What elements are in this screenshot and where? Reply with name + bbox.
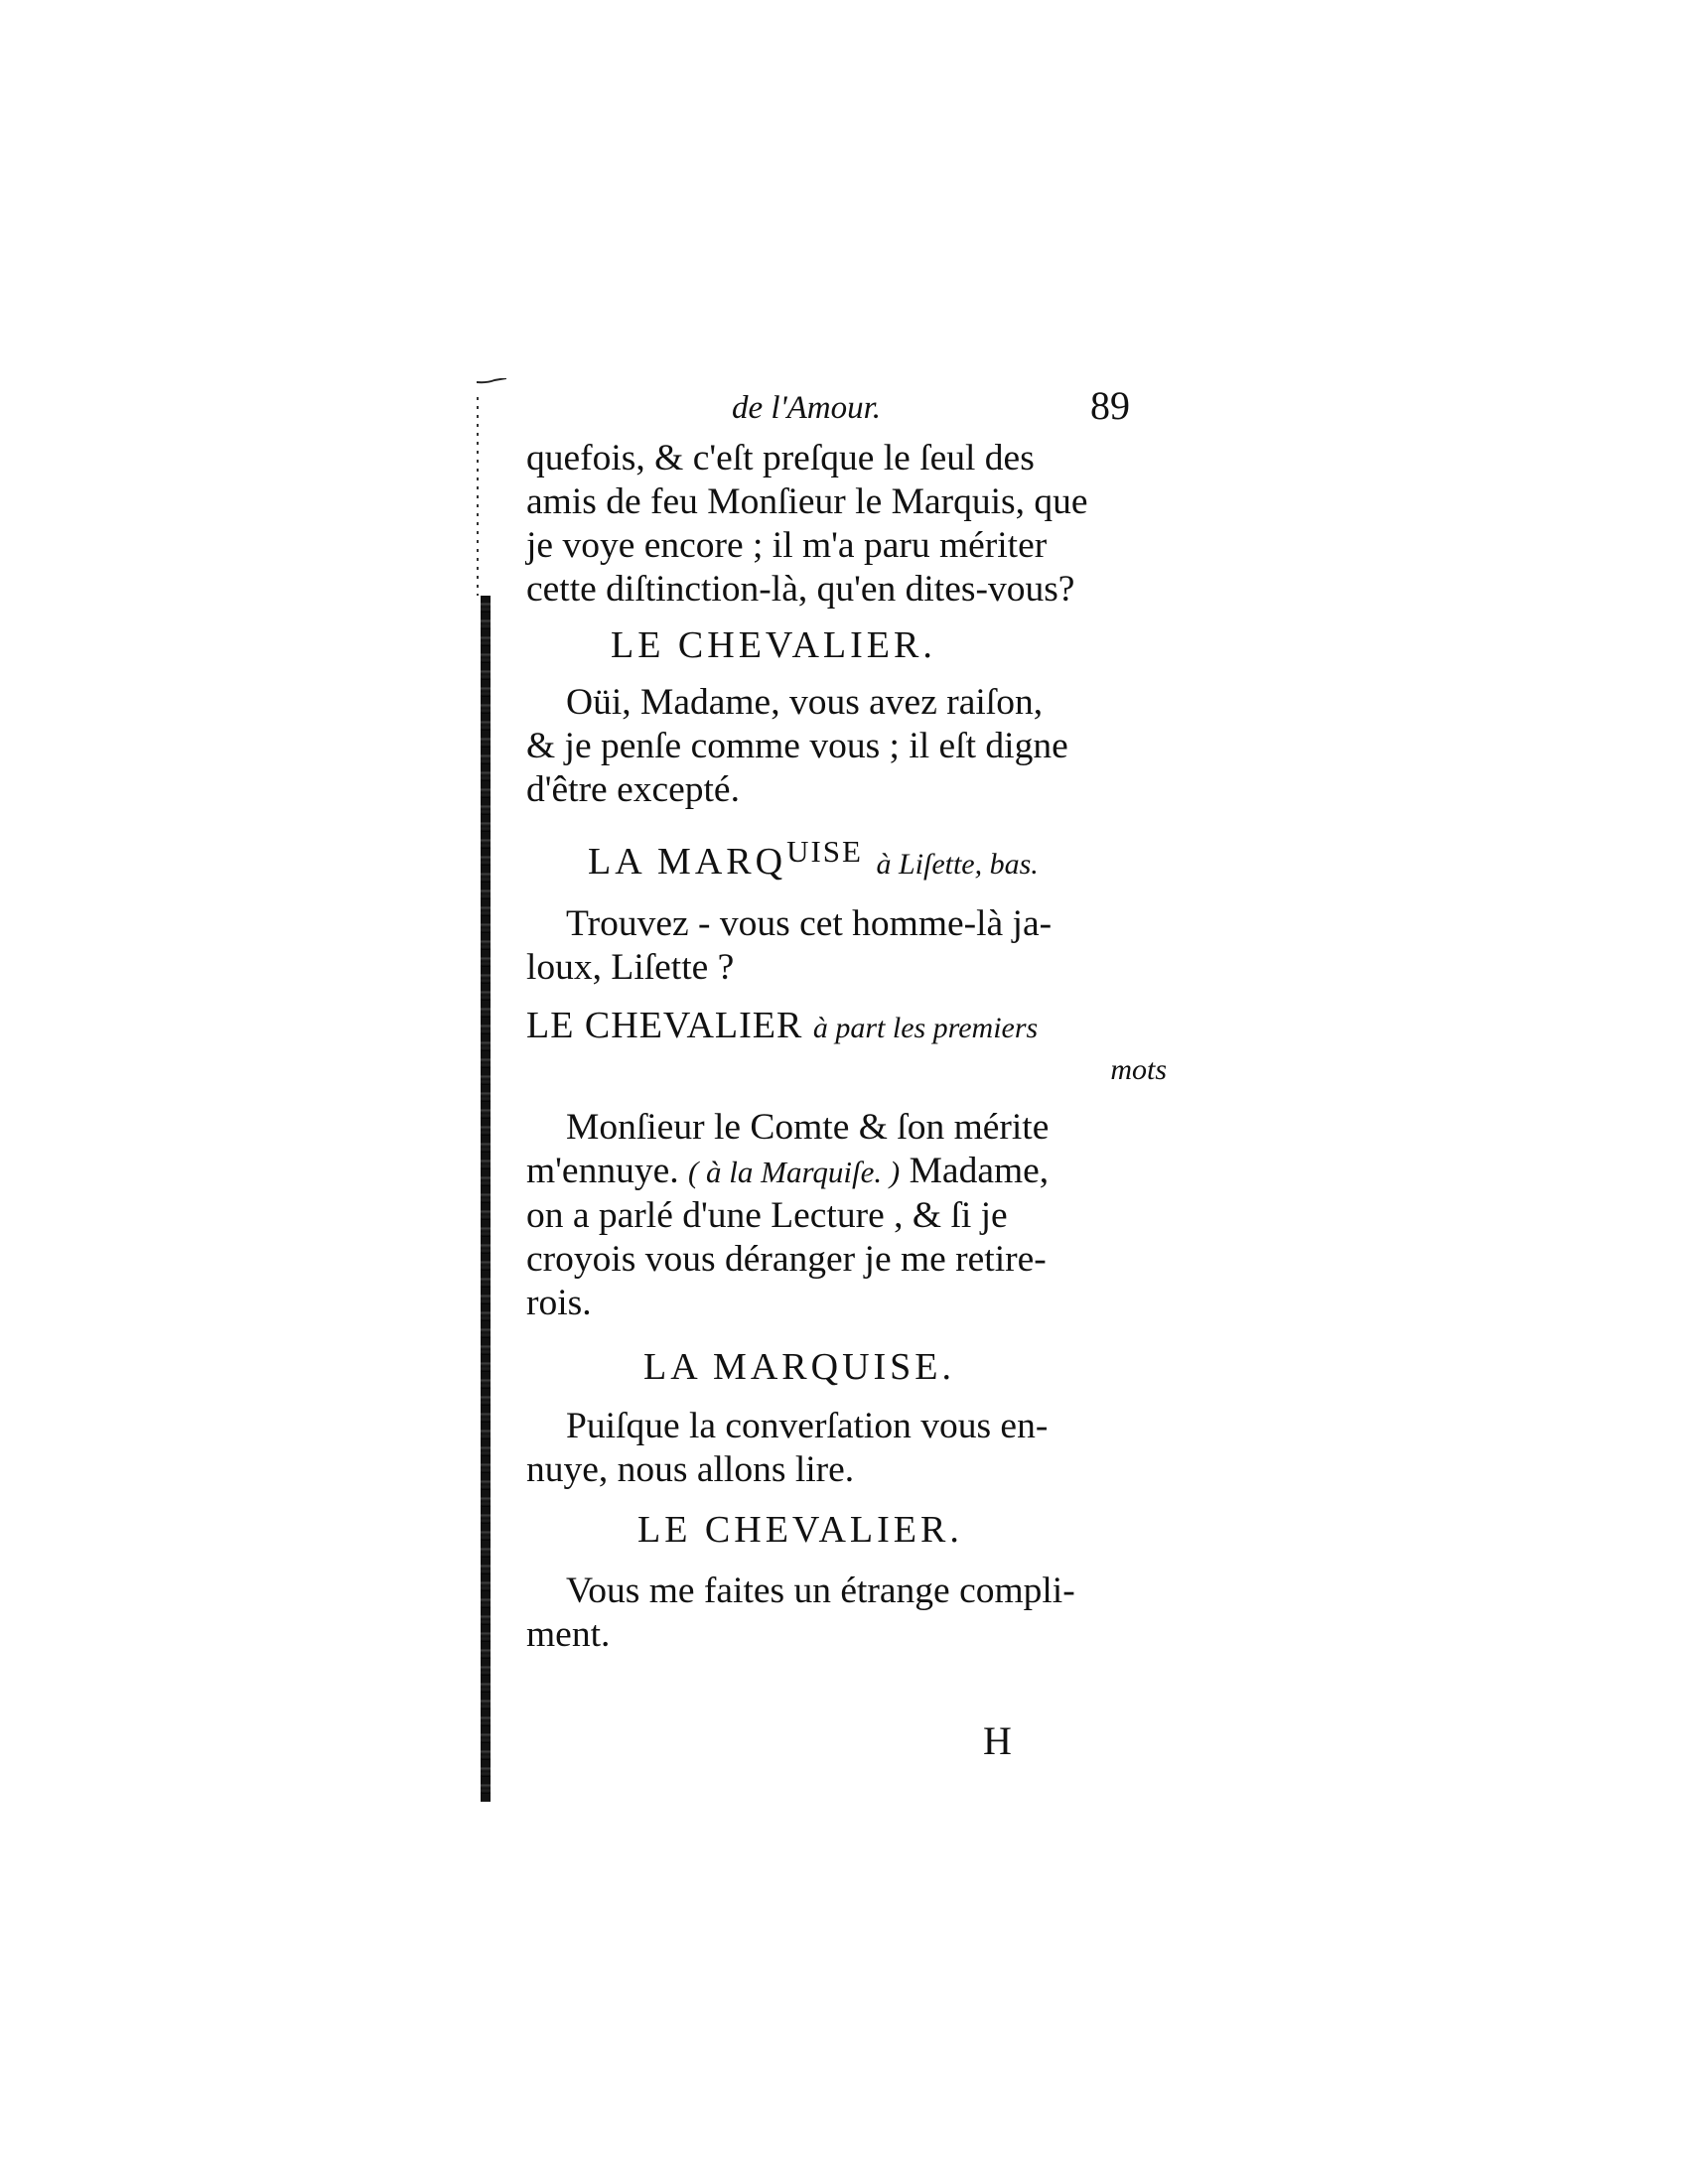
stage-direction: à Liſette, bas. (876, 848, 1039, 881)
speaker-heading (526, 1002, 1167, 1052)
paragraph: Trouvez - vous cet homme-là ja- loux, Liſette ? (526, 903, 1053, 988)
speaker-name-raised: UISE (786, 834, 863, 869)
page-text (526, 437, 1167, 1657)
page-header (526, 382, 1162, 442)
speaker-heading: LE CHEVALIER. (611, 624, 936, 666)
paragraph (526, 1106, 1167, 1325)
binding-edge (481, 596, 494, 1802)
stage-direction: à part les premiers (812, 1012, 1039, 1044)
speaker-name: LE CHEVALIER (526, 1005, 803, 1046)
running-title: de l'Amour. (732, 390, 882, 426)
paragraph: Vous me faites un étrange compli- ment. (526, 1570, 1075, 1655)
ink-mark (477, 369, 506, 375)
stage-direction-continued: mots (1110, 1053, 1167, 1086)
page-number: 89 (1090, 383, 1130, 428)
dialogue-text: Madame, on a parlé d'une Lecture , & ſi je croyois vous déranger je me retire- rois. (526, 1151, 1050, 1323)
binding-edge-shadow (481, 596, 491, 1802)
signature-mark: H (983, 1718, 1012, 1763)
paragraph: Oüi, Madame, vous avez raiſon, & je penſe comme vous ; il eſt digne d'être excepté. (526, 682, 1068, 810)
speaker-heading: LE CHEVALIER. (637, 1509, 963, 1551)
paragraph: Puiſque la converſation vous en- nuye, nous allons lire. (526, 1406, 1049, 1490)
binding-edge-dots (477, 397, 479, 596)
speaker-name: LA MARQ (588, 841, 787, 883)
dialogue-text: Monſieur le Comte & ſon mérite m'ennuye. (526, 1107, 1050, 1191)
stage-direction: ( à la Marquiſe. ) (687, 1155, 901, 1189)
speaker-heading (526, 828, 1167, 888)
paragraph: quefois, & c'eſt preſque le ſeul des amis de feu Monſieur le Marquis, que je voye encore ; il m'a paru mériter cette diſtinction-là, qu'en dites-vous? (526, 438, 1088, 610)
speaker-heading: LA MARQUISE. (643, 1346, 956, 1388)
